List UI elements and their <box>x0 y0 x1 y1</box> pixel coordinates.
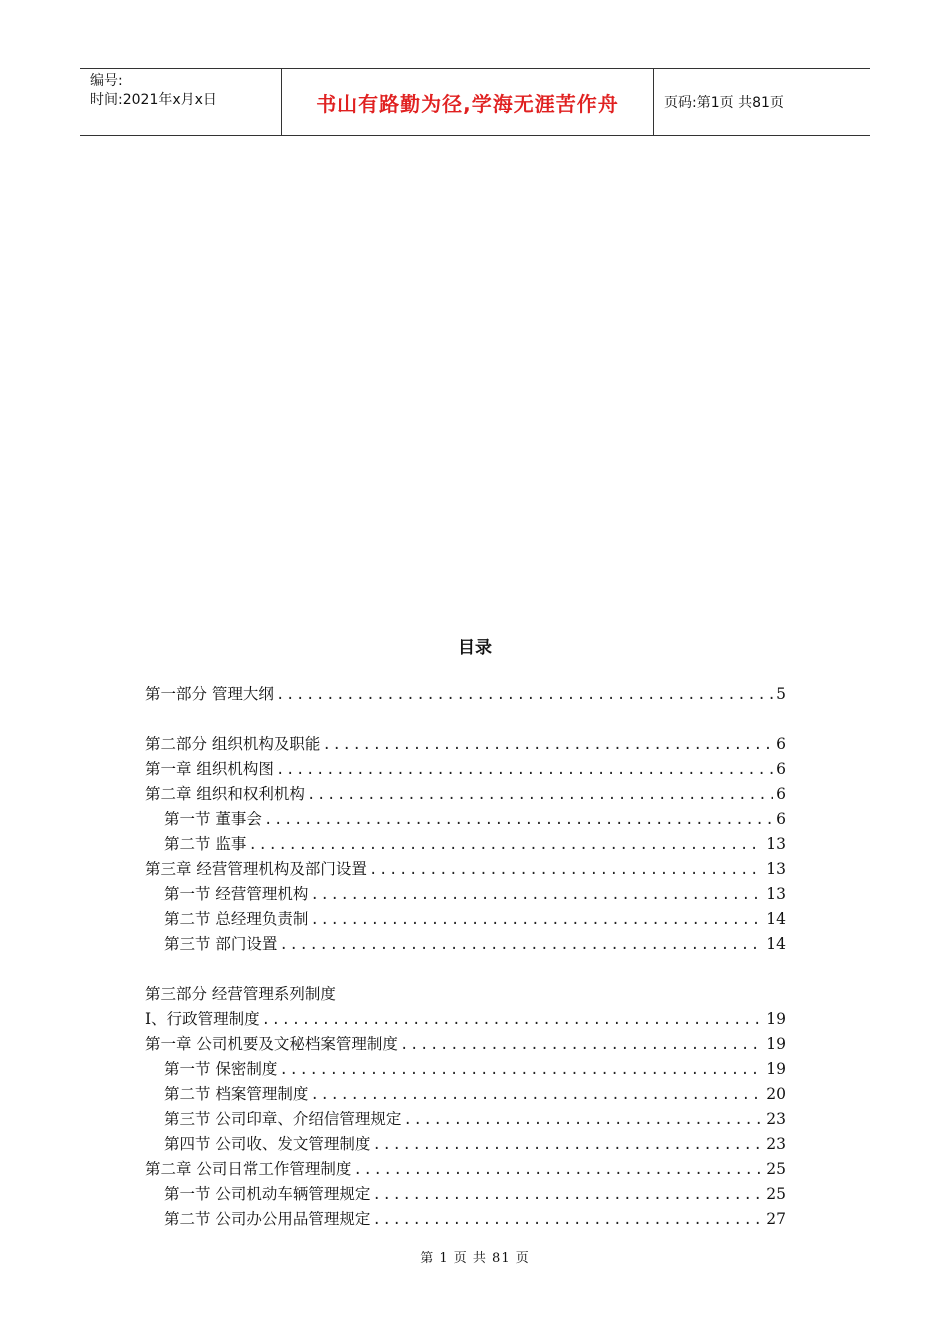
toc-leader-dots <box>310 887 763 903</box>
toc-entry-page: 19 <box>766 1035 786 1053</box>
document-number-label: 编号: <box>90 73 123 89</box>
header-motto: 书山有路勤为径,学海无涯苦作舟 <box>282 69 654 135</box>
toc-entry-label: 第一节 保密制度 <box>164 1060 278 1078</box>
toc-leader-dots <box>279 937 763 953</box>
toc-entry-label: 第二节 总经理负责制 <box>164 910 309 928</box>
toc-leader-dots <box>310 1087 763 1103</box>
toc-entry-label: Ⅰ、行政管理制度 <box>145 1010 260 1028</box>
toc-entry[interactable] <box>145 932 786 957</box>
toc-entry-label: 第一节 公司机动车辆管理规定 <box>164 1185 371 1203</box>
document-time-label: 时间:2021年x月x日 <box>90 92 217 108</box>
toc-entry-label: 第二节 监事 <box>164 835 247 853</box>
toc-entry-page: 13 <box>766 860 786 878</box>
toc-entry-label: 第一节 经营管理机构 <box>164 885 309 903</box>
toc-entry-page: 5 <box>776 685 786 703</box>
toc-entry[interactable] <box>145 807 786 832</box>
toc-entry[interactable] <box>145 1007 786 1032</box>
toc-entry-label: 第三部分 经营管理系列制度 <box>145 985 336 1003</box>
toc-leader-dots <box>276 687 773 703</box>
toc-entry-label: 第二节 公司办公用品管理规定 <box>164 1210 371 1228</box>
toc-entry-page: 6 <box>776 735 786 753</box>
toc-entry-label: 第三节 部门设置 <box>164 935 278 953</box>
toc-leader-dots <box>400 1037 763 1053</box>
toc-leader-dots <box>372 1137 763 1153</box>
toc-entry-page: 19 <box>766 1060 786 1078</box>
toc-entry-label: 第一章 公司机要及文秘档案管理制度 <box>145 1035 398 1053</box>
toc-entry-page: 6 <box>776 810 786 828</box>
toc-entry-page: 14 <box>766 910 786 928</box>
toc-entry[interactable] <box>145 982 786 1007</box>
toc-leader-dots <box>307 787 773 803</box>
toc-entry[interactable] <box>145 907 786 932</box>
toc-leader-dots <box>310 912 763 928</box>
toc-entry-label: 第二章 组织和权利机构 <box>145 785 305 803</box>
toc-entry[interactable] <box>145 1082 786 1107</box>
toc-entry-page: 25 <box>766 1160 786 1178</box>
toc-leader-dots <box>248 837 763 853</box>
toc-entry-label: 第三节 公司印章、介绍信管理规定 <box>164 1110 402 1128</box>
toc-entry-page: 20 <box>766 1085 786 1103</box>
toc-entry-page: 13 <box>766 885 786 903</box>
toc-entry-page: 23 <box>766 1135 786 1153</box>
toc-entry-label: 第三章 经营管理机构及部门设置 <box>145 860 367 878</box>
toc-entry-page: 6 <box>776 760 786 778</box>
toc-entry-page: 6 <box>776 785 786 803</box>
toc-entry-label: 第二节 档案管理制度 <box>164 1085 309 1103</box>
page-header <box>80 68 870 136</box>
toc-leader-dots <box>262 1012 764 1028</box>
toc-entry[interactable] <box>145 732 786 757</box>
toc-entry-page: 14 <box>766 935 786 953</box>
toc-entry[interactable] <box>145 832 786 857</box>
toc-leader-dots <box>369 862 763 878</box>
header-page-info: 页码:第1页 共81页 <box>664 95 784 111</box>
toc-entry-label: 第二章 公司日常工作管理制度 <box>145 1160 352 1178</box>
header-info-cell <box>80 69 282 135</box>
table-of-contents <box>145 682 786 1232</box>
toc-entry[interactable] <box>145 1032 786 1057</box>
toc-leader-dots <box>276 762 773 778</box>
toc-leader-dots <box>403 1112 763 1128</box>
toc-entry[interactable] <box>145 882 786 907</box>
toc-entry[interactable] <box>145 1182 786 1207</box>
toc-title: 目录 <box>458 638 492 658</box>
toc-leader-dots <box>264 812 773 828</box>
toc-leader-dots <box>322 737 773 753</box>
toc-entry-page: 25 <box>766 1185 786 1203</box>
toc-entry[interactable] <box>145 1132 786 1157</box>
toc-entry-page: 23 <box>766 1110 786 1128</box>
toc-entry[interactable] <box>145 1107 786 1132</box>
toc-entry-label: 第一章 组织机构图 <box>145 760 274 778</box>
toc-entry-label: 第四节 公司收、发文管理制度 <box>164 1135 371 1153</box>
toc-leader-dots <box>353 1162 763 1178</box>
page-footer: 第 1 页 共 81 页 <box>420 1251 530 1266</box>
toc-leader-dots <box>279 1062 763 1078</box>
toc-entry-label: 第一部分 管理大纲 <box>145 685 274 703</box>
toc-entry-page: 13 <box>766 835 786 853</box>
toc-entry[interactable] <box>145 857 786 882</box>
toc-entry-page: 19 <box>766 1010 786 1028</box>
toc-entry[interactable] <box>145 1157 786 1182</box>
toc-entry-label: 第一节 董事会 <box>164 810 262 828</box>
toc-entry[interactable] <box>145 782 786 807</box>
toc-entry[interactable] <box>145 757 786 782</box>
toc-entry-page: 27 <box>766 1210 786 1228</box>
toc-leader-dots <box>372 1212 763 1228</box>
toc-entry[interactable] <box>145 682 786 707</box>
toc-entry[interactable] <box>145 1057 786 1082</box>
toc-leader-dots <box>372 1187 763 1203</box>
toc-entry[interactable] <box>145 1207 786 1232</box>
toc-entry-label: 第二部分 组织机构及职能 <box>145 735 321 753</box>
